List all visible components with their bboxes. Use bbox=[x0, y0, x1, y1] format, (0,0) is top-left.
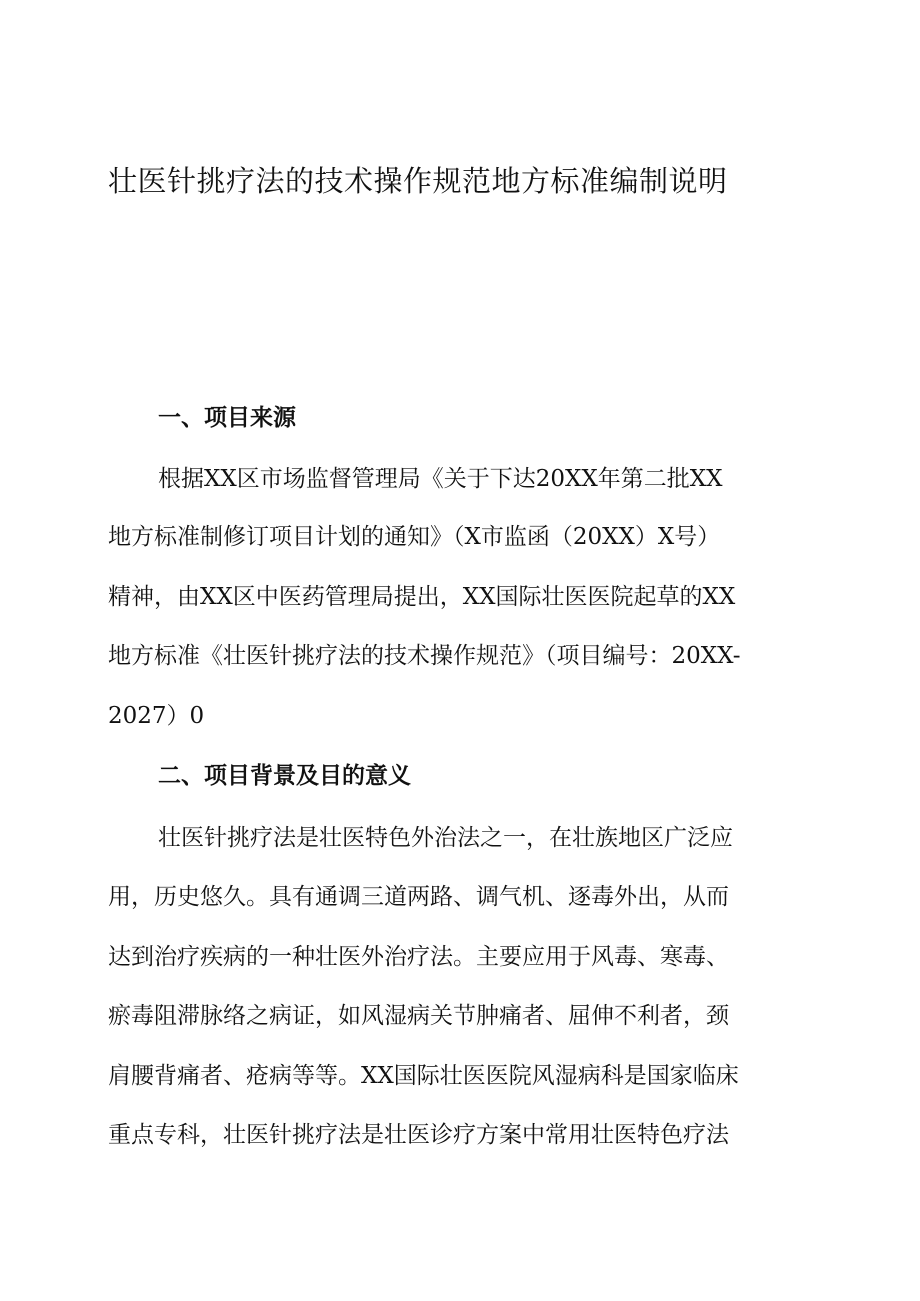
paragraph-line: 地方标准制修订项目计划的通知》（X市监函（20XX）X号） bbox=[108, 524, 721, 550]
paragraph-line: 用，历史悠久。具有通调三道两路、调气机、逐毒外出，从而 bbox=[108, 884, 729, 910]
paragraph-line: 壮医针挑疗法是壮医特色外治法之一，在壮族地区广泛应 bbox=[158, 825, 733, 851]
paragraph-line: 精神，由XX区中医药管理局提出，XX国际壮医医院起草的XX bbox=[108, 584, 736, 610]
paragraph-line: 肩腰背痛者、疮病等等。XX国际壮医医院风湿病科是国家临床 bbox=[108, 1063, 739, 1089]
paragraph-line: 2027）0 bbox=[108, 703, 205, 729]
paragraph-line: 瘀毒阻滞脉络之病证，如风湿病关节肿痛者、屈伸不利者，颈 bbox=[108, 1003, 729, 1029]
paragraph-line: 根据XX区市场监督管理局《关于下达20XX年第二批XX bbox=[158, 466, 723, 492]
document-title: 壮医针挑疗法的技术操作规范地方标准编制说明 bbox=[108, 164, 728, 198]
paragraph-line: 达到治疗疾病的一种壮医外治疗法。主要应用于风毒、寒毒、 bbox=[108, 944, 729, 970]
section-heading-background: 二、项目背景及目的意义 bbox=[158, 763, 411, 789]
paragraph-line: 地方标准《壮医针挑疗法的技术操作规范》（项目编号：20XX- bbox=[108, 643, 741, 669]
paragraph-line: 重点专科，壮医针挑疗法是壮医诊疗方案中常用壮医特色疗法 bbox=[108, 1122, 729, 1148]
section-heading-project-source: 一、项目来源 bbox=[158, 405, 296, 431]
